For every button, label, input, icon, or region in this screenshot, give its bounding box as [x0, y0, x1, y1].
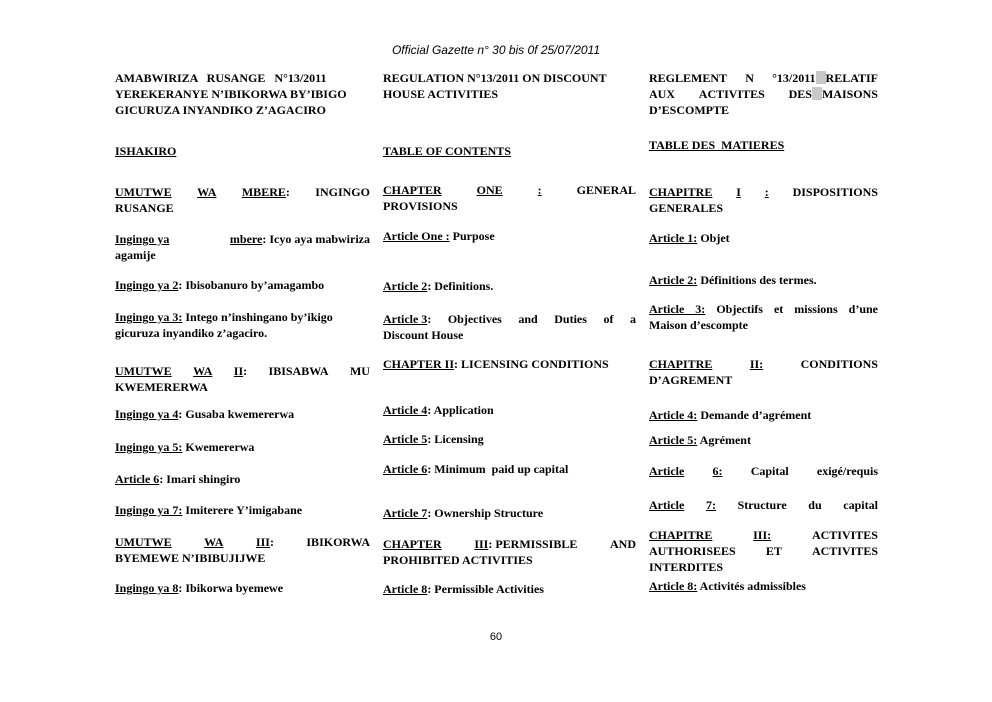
fr-ch3-word: INTERDITES — [649, 560, 724, 574]
fr-a5-link: Article 5: — [649, 433, 698, 447]
fr-ch1-word: GENERALES — [649, 201, 724, 215]
page-number: 60 — [489, 631, 503, 643]
en-a2-link: Article 2 — [383, 279, 428, 293]
rw-ch1-word: MBERE — [241, 185, 286, 199]
fr-a5-text: Agrément — [697, 433, 751, 447]
en-a6-link: Article 6 — [383, 462, 428, 476]
rw-a8-text: : Ibikorwa byemewe — [178, 581, 284, 595]
rw-article-3 — [115, 309, 370, 341]
rw-title-line: AMABWIRIZA RUSANGE N°13/2011 — [115, 71, 327, 85]
fr-a3-text: Objectifs et missions d’une — [705, 302, 878, 316]
fr-article-7 — [649, 497, 878, 513]
fr-chapter-1 — [649, 184, 878, 216]
en-a1-text: Purpose — [449, 229, 495, 243]
en-a3-text: Objectives — [447, 312, 502, 326]
rw-toc-heading: ISHAKIRO — [115, 144, 177, 158]
highlight-mark — [816, 71, 826, 84]
en-ch1-word: : — [537, 183, 542, 197]
en-title-line: REGULATION N°13/2011 ON DISCOUNT — [383, 71, 607, 85]
rw-a1-text: agamije — [115, 248, 156, 262]
rw-title-line: GICURUZA INYANDIKO Z’AGACIRO — [115, 103, 326, 117]
en-a4-text: : Application — [427, 403, 494, 417]
gazette-header: Official Gazette n° 30 bis 0f 25/07/2011 — [391, 43, 601, 57]
rw-a1-link: Ingingo ya — [115, 232, 170, 246]
rw-a2-link: Ingingo ya 2 — [115, 278, 179, 292]
en-ch1-word: GENERAL — [576, 183, 636, 197]
rw-article-4 — [115, 406, 370, 422]
en-a7-link: Article 7 — [383, 506, 428, 520]
rw-article-7 — [115, 502, 370, 518]
fr-ch3-word: ACTIVITES — [811, 528, 878, 542]
rw-title — [115, 70, 370, 118]
en-ch1-word: ONE — [476, 183, 503, 197]
fr-a7-text: du — [808, 498, 822, 512]
rw-a2-text: : Ibisobanuro by’amagambo — [178, 278, 325, 292]
en-article-5 — [383, 431, 636, 447]
fr-title-word: D’ESCOMPTE — [649, 103, 730, 117]
rw-a3-text: Intego n’inshingano by’ikigo — [182, 310, 333, 324]
rw-ch2-word: IBISABWA — [268, 364, 329, 378]
en-ch3-word: PROHIBITED ACTIVITIES — [383, 553, 533, 567]
en-a3-text: : — [427, 312, 432, 326]
fr-title-word: REGLEMENT — [649, 71, 728, 85]
fr-a2-text: Définitions des termes. — [697, 273, 817, 287]
fr-a4-text: Demande d’agrément — [697, 408, 812, 422]
en-title — [383, 70, 636, 102]
fr-ch3-word: ACTIVITES — [811, 544, 878, 558]
rw-chapter-2: UMUTWE WA II: IBISABWA MU KWEMERERWA — [115, 364, 370, 394]
fr-ch2-word: II: — [749, 357, 764, 371]
fr-a7-link: 7: — [705, 498, 716, 512]
fr-ch3-word: III: — [753, 528, 772, 542]
fr-article-6 — [649, 463, 878, 479]
en-article-2 — [383, 278, 636, 294]
fr-article-1 — [649, 230, 878, 246]
en-ch1-word: CHAPTER — [383, 183, 442, 197]
rw-ch1-word: WA — [197, 185, 217, 199]
fr-ch3-word: ET — [765, 544, 782, 558]
fr-article-4 — [649, 407, 878, 423]
fr-title-word: °13/2011 — [772, 71, 816, 85]
en-a6-text: : Minimum paid up capital — [427, 462, 569, 476]
rw-a1-text: : Icyo aya mabwiriza — [262, 232, 370, 246]
fr-title-word: DES — [788, 87, 812, 101]
en-chapter-1 — [383, 182, 636, 214]
en-ch2-text: : LICENSING CONDITIONS — [454, 357, 609, 371]
rw-chapter-3: UMUTWE WA III: IBIKORWA BYEMEWE N’IBIBUJIJWE — [115, 535, 370, 565]
rw-a5-link: Ingingo ya 5: — [115, 440, 183, 454]
rw-a4-link: Ingingo ya 4 — [115, 407, 179, 421]
rw-article-2 — [115, 277, 370, 293]
rw-a5-text: Kwemererwa — [182, 440, 255, 454]
fr-a3-link: Article 3: — [649, 302, 706, 316]
rw-ch3-word: BYEMEWE N’IBIBUJIJWE — [115, 551, 266, 565]
fr-title-word: MAISONS — [821, 87, 878, 101]
fr-article-3 — [649, 301, 878, 333]
rw-a3-text: gicuruza inyandiko z’agaciro. — [115, 326, 268, 340]
rw-ch1-word: INGINGO — [315, 185, 370, 199]
rw-article-6 — [115, 471, 370, 487]
fr-article-2 — [649, 272, 878, 288]
fr-a4-link: Article 4: — [649, 408, 698, 422]
fr-ch1-word: : — [764, 185, 769, 199]
highlight-mark — [812, 87, 822, 100]
en-a8-text: : Permissible Activities — [427, 582, 544, 596]
rw-ch2-word: WA — [193, 364, 213, 378]
fr-title-word: N — [745, 71, 754, 85]
rw-ch2-word: II — [233, 364, 244, 378]
fr-a1-link: Article 1: — [649, 231, 698, 245]
en-a3-text: a — [629, 312, 636, 326]
en-article-1 — [383, 228, 636, 244]
en-chapter-2 — [383, 356, 636, 372]
rw-a1-link: mbere — [229, 232, 263, 246]
fr-a6-link: Article — [649, 464, 685, 478]
fr-ch1-word: DISPOSITIONS — [792, 185, 878, 199]
fr-title-word: AUX — [649, 87, 675, 101]
rw-a7-text: Imiterere Y’imigabane — [182, 503, 303, 517]
en-ch2-link: CHAPTER II — [383, 357, 455, 371]
fr-a2-link: Article 2: — [649, 273, 698, 287]
en-a3-link: Article 3 — [383, 312, 428, 326]
rw-ch3-word: III — [255, 535, 270, 549]
rw-ch2-word: MU — [349, 364, 370, 378]
fr-article-5 — [649, 432, 878, 448]
fr-ch2-word: D’AGREMENT — [649, 373, 733, 387]
rw-article-8 — [115, 580, 370, 596]
fr-article-8 — [649, 578, 878, 594]
en-a3-text: of — [603, 312, 614, 326]
en-a3-text: and — [518, 312, 538, 326]
rw-ch3-word: UMUTWE — [115, 535, 172, 549]
en-article-3 — [383, 311, 636, 343]
rw-ch1-word: UMUTWE — [115, 185, 172, 199]
en-a5-link: Article 5 — [383, 432, 428, 446]
fr-chapter-3 — [649, 527, 878, 575]
en-ch3-word: CHAPTER — [383, 537, 442, 551]
rw-a6-link: Article 6 — [115, 472, 160, 486]
rw-ch2-word: KWEMERERWA — [115, 380, 208, 394]
fr-ch3-word: AUTHORISEES — [649, 544, 736, 558]
fr-a3-text: Maison d’escompte — [649, 318, 748, 332]
en-a8-link: Article 8 — [383, 582, 428, 596]
fr-a6-link: 6: — [712, 464, 723, 478]
fr-a8-link: Article 8: — [649, 579, 698, 593]
en-a3-text: Duties — [554, 312, 587, 326]
rw-a7-link: Ingingo ya 7: — [115, 503, 183, 517]
en-ch3-word: : PERMISSIBLE — [488, 537, 578, 551]
en-a1-link: Article One : — [383, 229, 450, 243]
en-toc-heading: TABLE OF CONTENTS — [383, 144, 512, 158]
fr-a8-text: Activités admissibles — [697, 579, 806, 593]
fr-toc-heading: TABLE DES MATIERES — [649, 138, 785, 152]
en-article-7 — [383, 505, 636, 521]
en-a4-link: Article 4 — [383, 403, 428, 417]
rw-a6-text: : Imari shingiro — [159, 472, 241, 486]
en-article-8 — [383, 581, 636, 597]
en-chapter-3 — [383, 536, 636, 568]
rw-article-5 — [115, 439, 370, 455]
en-ch3-word: AND — [610, 537, 636, 551]
fr-a7-text: Structure — [737, 498, 787, 512]
rw-a3-link: Ingingo ya 3: — [115, 310, 183, 324]
fr-title-word: ACTIVITES — [698, 87, 765, 101]
fr-ch2-word: CHAPITRE — [649, 357, 713, 371]
fr-ch1-word: CHAPITRE — [649, 185, 713, 199]
rw-ch1-word: RUSANGE — [115, 201, 174, 215]
en-a2-text: : Definitions. — [427, 279, 494, 293]
en-article-6 — [383, 461, 636, 477]
en-a7-text: : Ownership Structure — [427, 506, 544, 520]
fr-a6-text: Capital — [750, 464, 789, 478]
rw-ch3-word: WA — [204, 535, 224, 549]
fr-ch3-word: CHAPITRE — [649, 528, 713, 542]
en-ch3-word: III — [474, 537, 489, 551]
fr-ch1-word: I — [736, 185, 741, 199]
en-title-line: HOUSE ACTIVITIES — [383, 87, 499, 101]
fr-title — [649, 70, 878, 118]
rw-article-1 — [115, 231, 370, 263]
fr-ch2-word: CONDITIONS — [800, 357, 878, 371]
rw-ch3-word: IBIKORWA — [306, 535, 370, 549]
rw-title-line: YEREKERANYE N’IBIKORWA BY’IBIGO — [115, 87, 347, 101]
fr-a1-text: Objet — [697, 231, 730, 245]
en-ch1-word: PROVISIONS — [383, 199, 458, 213]
fr-chapter-2 — [649, 356, 878, 388]
fr-title-word: RELATIF — [825, 71, 878, 85]
rw-a8-link: Ingingo ya 8 — [115, 581, 179, 595]
rw-a4-text: : Gusaba kwemererwa — [178, 407, 295, 421]
fr-a7-text: capital — [843, 498, 878, 512]
rw-chapter-1: UMUTWE WA MBERE: INGINGO RUSANGE — [115, 185, 370, 215]
en-article-4 — [383, 402, 636, 418]
fr-a6-text: exigé/requis — [816, 464, 878, 478]
en-a5-text: : Licensing — [427, 432, 484, 446]
rw-ch2-word: UMUTWE — [115, 364, 172, 378]
fr-a7-link: Article — [649, 498, 685, 512]
en-a3-text: Discount House — [383, 328, 464, 342]
